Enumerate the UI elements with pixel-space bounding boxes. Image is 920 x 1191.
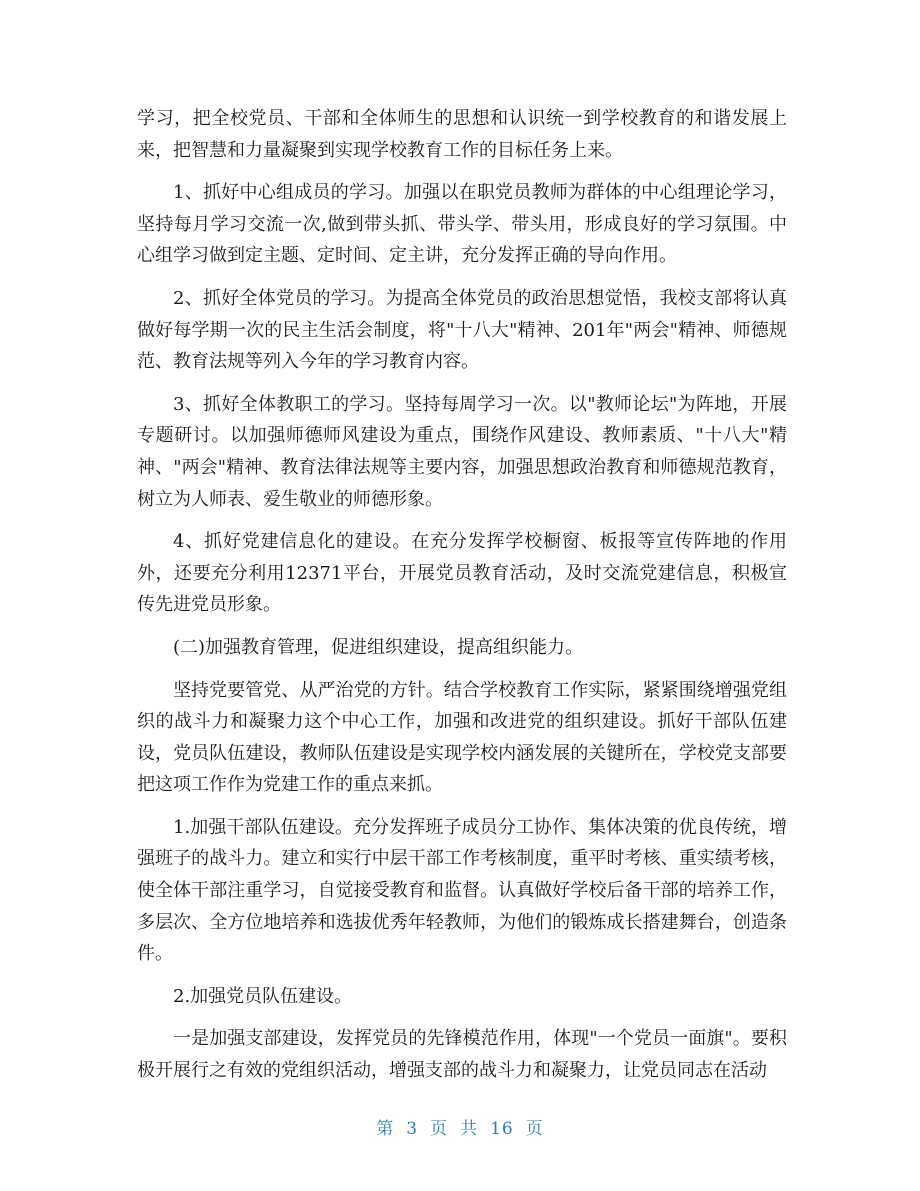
paragraph-item-3: 3、抓好全体教职工的学习。坚持每周学习一次。以"教师论坛"为阵地，开展专题研讨。以加强师德师风建设为重点，围绕作风建设、教师素质、"十八大"精神、"两会"精神、教育法律法规等主要内容，加强思想政治教育和师德规范教育，树立为人师表、爱生敬业的师德形象。	[137, 393, 787, 510]
section-heading: (二)加强教育管理，促进组织建设，提高组织能力。	[173, 636, 584, 658]
page-footer	[0, 1114, 920, 1139]
footer-prefix: 第	[376, 1119, 395, 1139]
paragraph-sub-2: 2.加强党员队伍建设。	[173, 985, 353, 1007]
paragraph-item-2: 2、抓好全体党员的学习。为提高全体党员的政治思想觉悟，我校支部将认真做好每学期一次的民主生活会制度，将"十八大"精神、201年"两会"精神、师德规范、教育法规等列入今年的学习教育内容。	[137, 287, 787, 373]
footer-total-pages: 16	[490, 1119, 514, 1139]
footer-total-word: 共	[460, 1119, 479, 1139]
paragraph-intro: 坚持党要管党、从严治党的方针。结合学校教育工作实际，紧紧围绕增强党组织的战斗力和凝聚力这个中心工作，加强和改进党的组织建设。抓好干部队伍建设，党员队伍建设，教师队伍建设是实现学校内涵发展的关键所在，学校党支部要把这项工作作为党建工作的重点来抓。	[137, 679, 787, 796]
paragraph-continuation: 学习，把全校党员、干部和全体师生的思想和认识统一到学校教育的和谐发展上来，把智慧和力量凝聚到实现学校教育工作的目标任务上来。	[137, 108, 787, 161]
paragraph-item-4: 4、抓好党建信息化的建设。在充分发挥学校橱窗、板报等宣传阵地的作用外，还要充分利用12371平台，开展党员教育活动，及时交流党建信息，积极宣传先进党员形象。	[137, 531, 787, 616]
footer-current-page: 3	[406, 1119, 419, 1139]
footer-page-word: 页	[430, 1119, 449, 1139]
paragraph-point-1: 一是加强支部建设，发挥党员的先锋模范作用，体现"一个党员一面旗"。要积极开展行之有效的党组织活动，增强支部的战斗力和凝聚力，让党员同志在活动	[137, 1028, 787, 1082]
paragraph-item-1: 1、抓好中心组成员的学习。加强以在职党员教师为群体的中心组理论学习，坚持每月学习交流一次,做到带头抓、带头学、带头用，形成良好的学习氛围。中心组学习做到定主题、定时间、定主讲，充分发挥正确的导向作用。	[137, 182, 787, 267]
footer-suffix: 页	[525, 1119, 544, 1139]
document-body	[137, 103, 787, 1098]
paragraph-sub-1: 1.加强干部队伍建设。充分发挥班子成员分工协作、集体决策的优良传统，增强班子的战斗力。建立和实行中层干部工作考核制度，重平时考核、重实绩考核，使全体干部注重学习，自觉接受教育和监督。认真做好学校后备干部的培养工作，多层次、全方位地培养和选拔优秀年轻教师，为他们的锻炼成长搭建舞台，创造条件。	[137, 816, 787, 965]
